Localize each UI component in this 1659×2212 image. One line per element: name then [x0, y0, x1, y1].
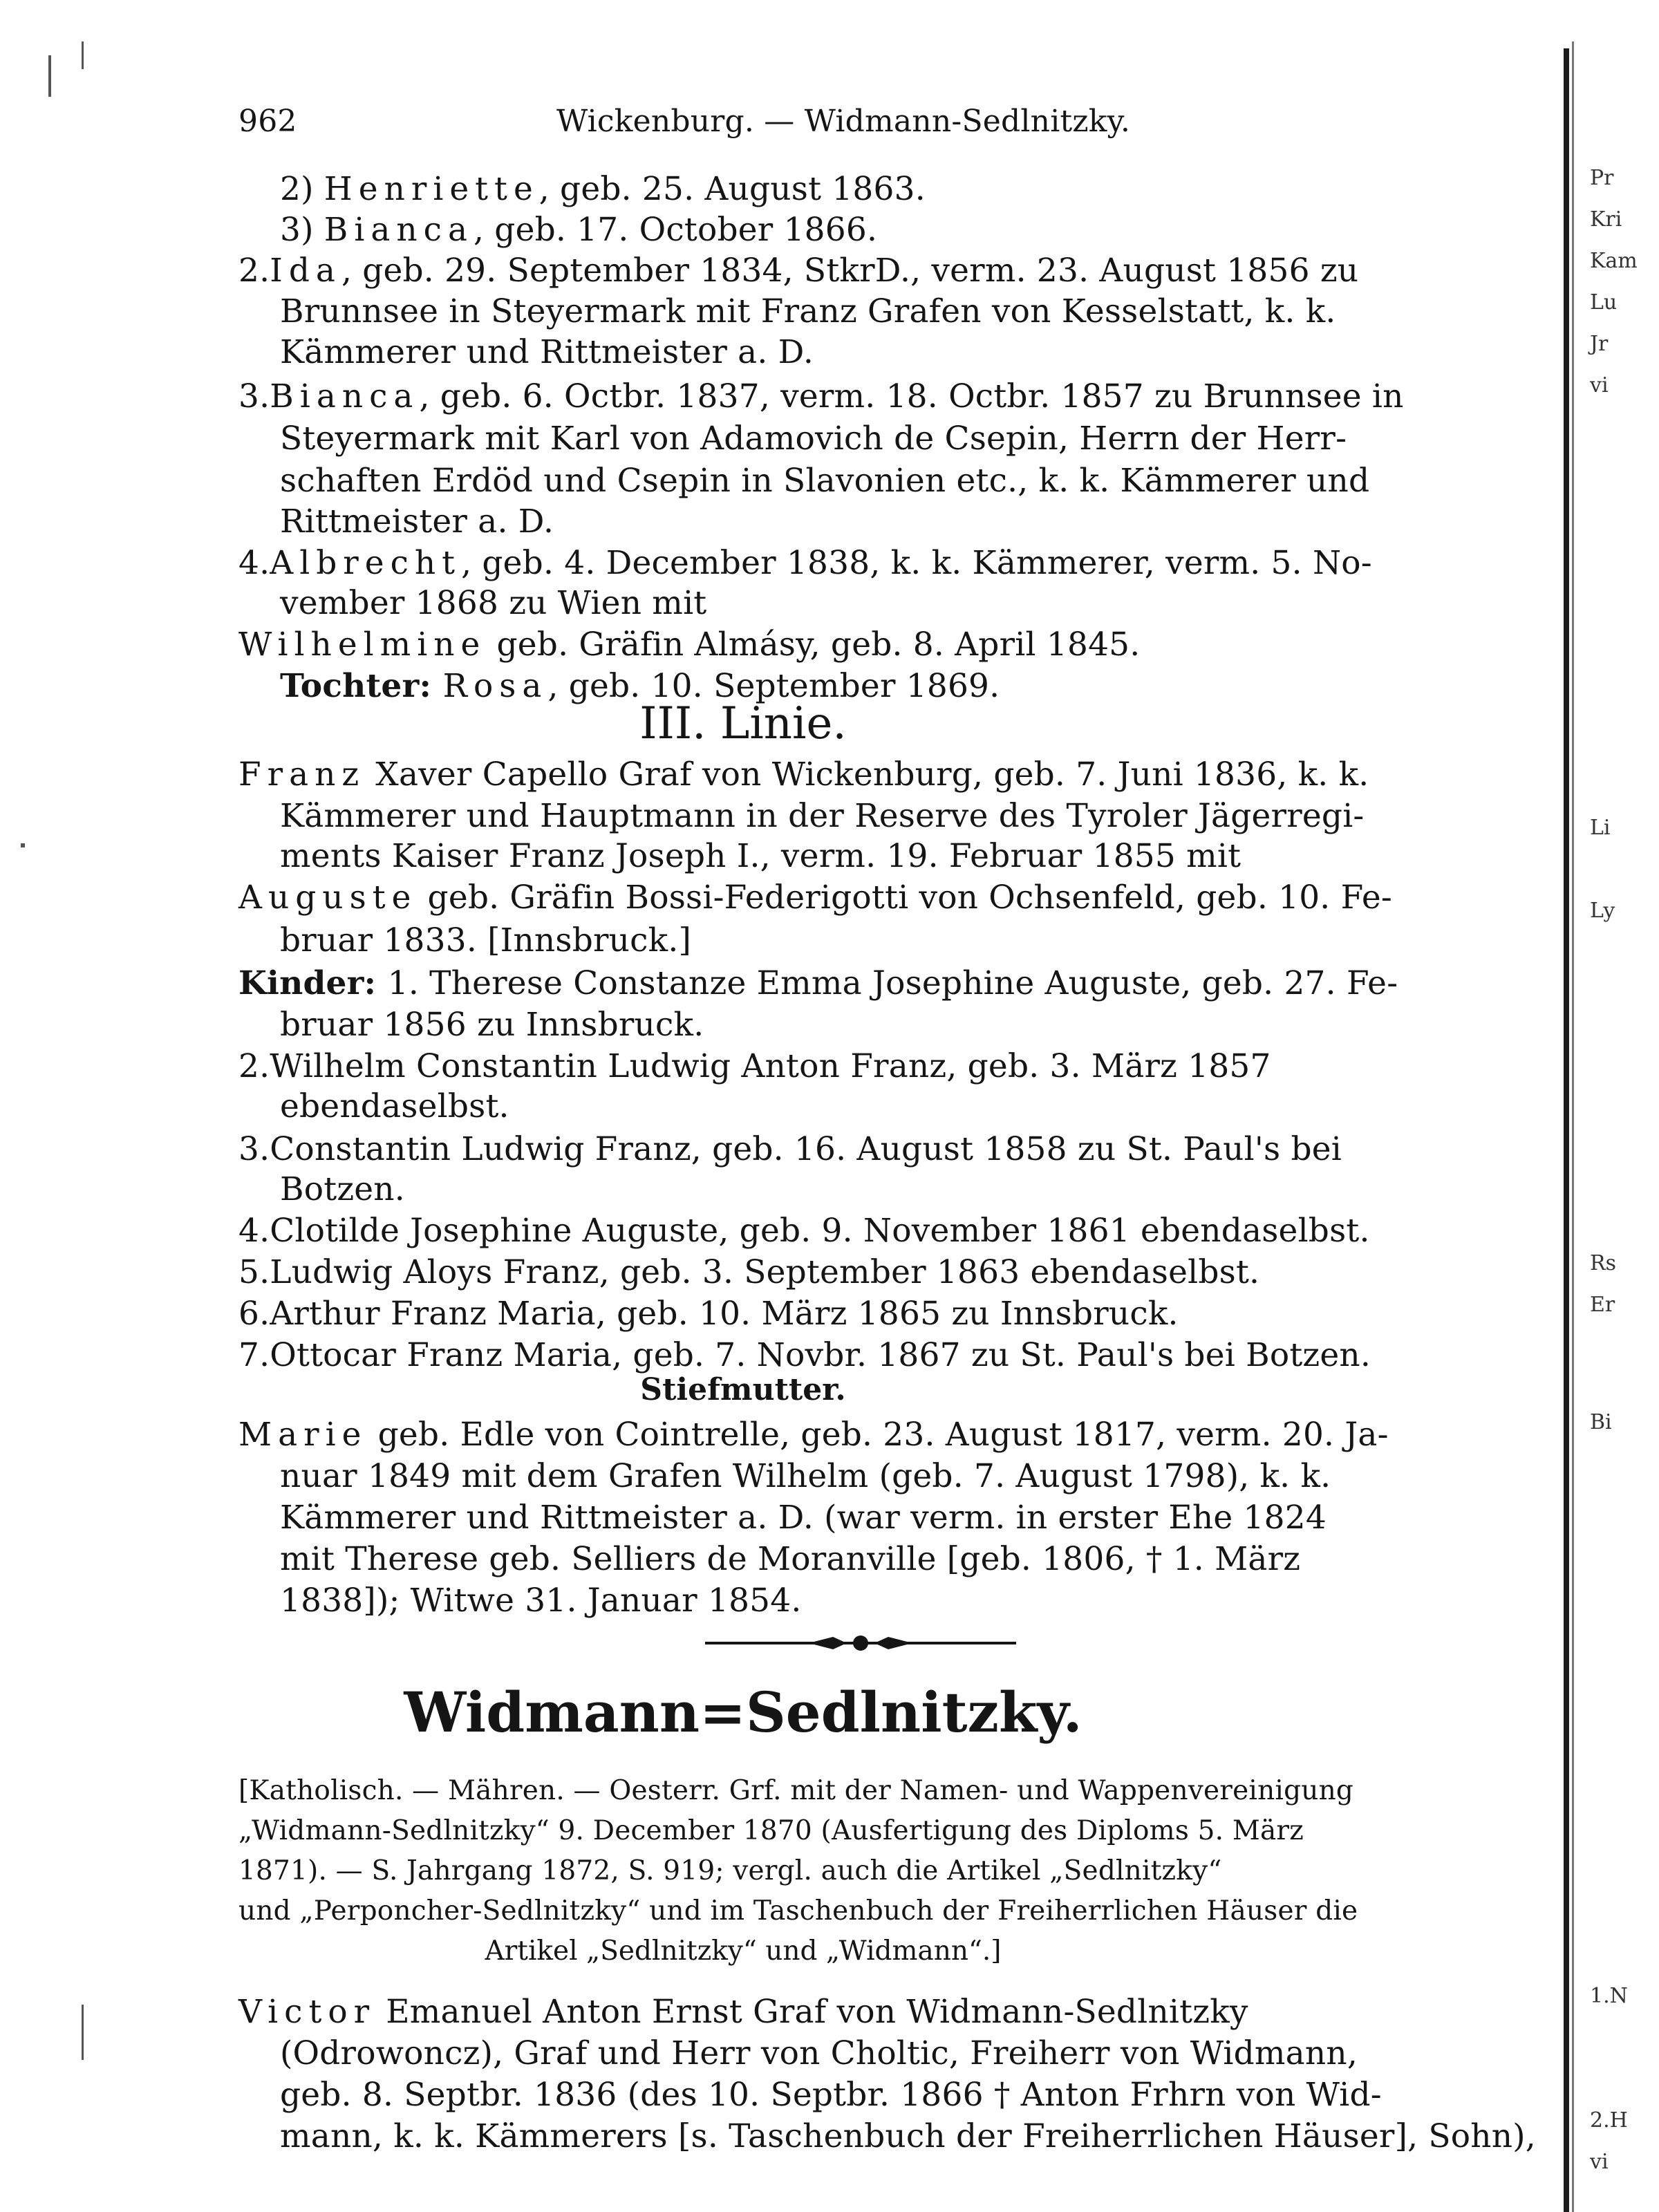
intro-line: [Katholisch. — Mähren. — Oesterr. Grf. mit der Namen- und Wappenvereinigung	[238, 1775, 1354, 1806]
entry-name: Auguste	[238, 879, 418, 917]
ornament-divider	[705, 1633, 1016, 1653]
entry-line: ments Kaiser Franz Joseph I., verm. 19. Februar 1855 mit	[280, 837, 1241, 875]
running-title: Wickenburg. — Widmann-Sedlnitzky.	[556, 104, 1131, 139]
entry-line: bruar 1833. [Innsbruck.]	[280, 921, 692, 959]
stiefmutter-heading: Stiefmutter.	[640, 1372, 846, 1407]
margin-fragment: Er	[1590, 1293, 1615, 1317]
entry-name: Bianca	[324, 211, 474, 249]
scan-speck	[48, 55, 51, 97]
entry-name: Henriette	[324, 170, 539, 208]
entry-line: geb. 8. Septbr. 1836 (des 10. Septbr. 1866 † Anton Frhrn von Wid-	[280, 2076, 1382, 2114]
entry-line: Steyermark mit Karl von Adamovich de Csepin, Herrn der Herr-	[280, 420, 1347, 458]
entry-line: Kinder: 1. Therese Constanze Emma Josephine Auguste, geb. 27. Fe-	[238, 964, 1398, 1002]
entry-line: mann, k. k. Kämmerers [s. Taschenbuch der Freiherrlichen Häuser], Sohn),	[280, 2117, 1536, 2155]
entry-line: schaften Erdöd und Csepin in Slavonien etc., k. k. Kämmerer und	[280, 462, 1370, 500]
entry-line: Marie geb. Edle von Cointrelle, geb. 23. August 1817, verm. 20. Ja-	[238, 1416, 1389, 1454]
margin-fragment: Kri	[1590, 207, 1622, 232]
entry-line: ebendaselbst.	[280, 1087, 509, 1125]
entry-line: Brunnsee in Steyermark mit Franz Grafen von Kesselstatt, k. k.	[280, 292, 1336, 330]
entry-line: 5.Ludwig Aloys Franz, geb. 3. September 1863 ebendaselbst.	[238, 1253, 1260, 1291]
scan-speck	[82, 41, 84, 69]
margin-fragment: 1.N	[1590, 1984, 1628, 2008]
entry-line: 4.Clotilde Josephine Auguste, geb. 9. November 1861 ebendaselbst.	[238, 1212, 1370, 1250]
entry-line: Kämmerer und Rittmeister a. D. (war verm. in erster Ehe 1824	[280, 1499, 1327, 1537]
margin-fragment: Bi	[1590, 1410, 1612, 1434]
margin-fragment: Jr	[1590, 332, 1609, 356]
entry-line: Tochter: Rosa, geb. 10. September 1869.	[280, 667, 1000, 705]
entry-name: Rosa	[442, 667, 548, 705]
margin-fragment: Ly	[1590, 899, 1615, 923]
entry-line: 6.Arthur Franz Maria, geb. 10. März 1865 zu Innsbruck.	[238, 1295, 1179, 1333]
entry-line: Auguste geb. Gräfin Bossi-Federigotti von Ochsenfeld, geb. 10. Fe-	[238, 879, 1392, 917]
entry-line: 2.Wilhelm Constantin Ludwig Anton Franz, geb. 3. März 1857	[238, 1047, 1271, 1085]
entry-line: Botzen.	[280, 1170, 405, 1208]
margin-fragment: Li	[1590, 816, 1611, 840]
entry-name: Marie	[238, 1416, 368, 1454]
margin-fragment: 2.H	[1590, 2108, 1628, 2133]
entry-name: Bianca	[270, 377, 420, 415]
entry-line: 4.Albrecht, geb. 4. December 1838, k. k. Kämmerer, verm. 5. No-	[238, 544, 1372, 582]
entry-line: bruar 1856 zu Innsbruck.	[280, 1006, 704, 1044]
intro-line: 1871). — S. Jahrgang 1872, S. 919; vergl. auch die Artikel „Sedlnitzky“	[238, 1855, 1222, 1886]
margin-fragment: vi	[1590, 373, 1609, 397]
margin-fragment: Rs	[1590, 1251, 1616, 1275]
entry-line: 7.Ottocar Franz Maria, geb. 7. Novbr. 1867 zu St. Paul's bei Botzen.	[238, 1336, 1371, 1374]
entry-line: Victor Emanuel Anton Ernst Graf von Widmann-Sedlnitzky	[238, 1993, 1248, 2031]
entry-line: Wilhelmine geb. Gräfin Almásy, geb. 8. April 1845.	[238, 626, 1141, 664]
entry-line: 3.Constantin Ludwig Franz, geb. 16. August 1858 zu St. Paul's bei	[238, 1130, 1342, 1168]
entry-line: nuar 1849 mit dem Grafen Wilhelm (geb. 7. August 1798), k. k.	[280, 1457, 1331, 1495]
entry-line: vember 1868 zu Wien mit	[280, 584, 707, 622]
scan-speck	[82, 2005, 84, 2060]
entry-line: 2) Henriette, geb. 25. August 1863.	[280, 170, 926, 208]
entry-name: Wilhelmine	[238, 626, 487, 664]
entry-line: mit Therese geb. Selliers de Moranville [geb. 1806, † 1. März	[280, 1540, 1301, 1578]
margin-fragment: Lu	[1590, 290, 1618, 315]
entry-line: Franz Xaver Capello Graf von Wickenburg, geb. 7. Juni 1836, k. k.	[238, 756, 1369, 794]
entry-line: 1838]); Witwe 31. Januar 1854.	[280, 1582, 802, 1620]
binding-edge	[1564, 48, 1569, 2212]
entry-line: 2.Ida, geb. 29. September 1834, StkrD., verm. 23. August 1856 zu	[238, 252, 1359, 290]
page-number: 962	[238, 104, 297, 139]
entry-name: Ida	[270, 252, 341, 290]
entry-line: Rittmeister a. D.	[280, 503, 554, 541]
entry-line: 3.Bianca, geb. 6. Octbr. 1837, verm. 18. Octbr. 1857 zu Brunnsee in	[238, 377, 1404, 415]
margin-fragment: Kam	[1590, 249, 1638, 273]
intro-line: „Widmann-Sedlnitzky“ 9. December 1870 (Ausfertigung des Diploms 5. März	[238, 1815, 1304, 1846]
margin-fragment: vi	[1590, 2150, 1609, 2174]
entry-line: (Odrowoncz), Graf und Herr von Choltic, Freiherr von Widmann,	[280, 2034, 1358, 2072]
entry-name: Victor	[238, 1993, 376, 2031]
binding-shadow	[1572, 41, 1574, 2212]
scan-speck	[21, 843, 25, 847]
margin-fragment: Pr	[1590, 166, 1614, 190]
section-heading: III. Linie.	[639, 698, 847, 749]
entry-line: Kämmerer und Rittmeister a. D.	[280, 333, 814, 371]
entry-name: Albrecht	[270, 544, 462, 582]
entry-name: Franz	[238, 756, 366, 794]
family-heading: Widmann=Sedlnitzky.	[404, 1680, 1082, 1745]
entry-line: Kämmerer und Hauptmann in der Reserve des Tyroler Jägerregi-	[280, 797, 1365, 835]
intro-line: Artikel „Sedlnitzky“ und „Widmann“.]	[485, 1936, 1002, 1967]
intro-line: und „Perponcher-Sedlnitzky“ und im Taschenbuch der Freiherrlichen Häuser die	[238, 1895, 1358, 1927]
entry-line: 3) Bianca, geb. 17. October 1866.	[280, 211, 878, 249]
